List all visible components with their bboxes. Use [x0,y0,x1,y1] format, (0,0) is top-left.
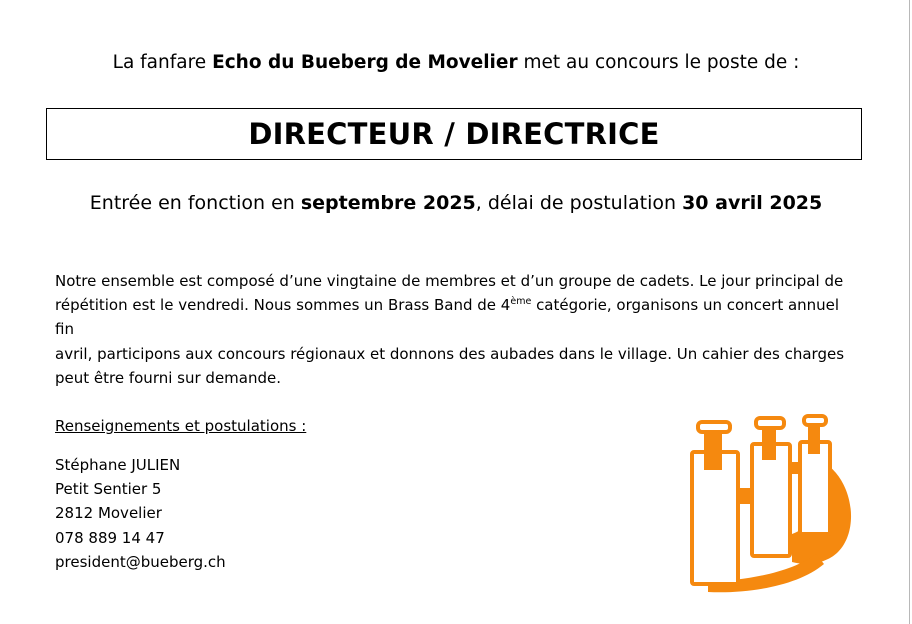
contact-block [55,453,226,574]
contact-city: 2812 Movelier [55,504,162,523]
dates-middle: , délai de postulation [475,192,683,214]
intro-suffix: met au concours le poste de : [517,52,800,73]
position-title-box [46,108,862,160]
deadline-date: 30 avril 2025 [682,192,823,214]
description-line-part: répétition est le vendredi. Nous sommes un Brass Band de 4 [55,296,511,315]
contact-phone: 078 889 14 47 [55,528,165,547]
description-line: avril, participons aux concours régionaux et donnons des aubades dans le village. Un cahier des charges [55,344,845,363]
dates-prefix: Entrée en fonction en [89,192,301,214]
contact-street: Petit Sentier 5 [55,480,162,499]
intro-line [0,52,912,73]
description-line [55,293,855,341]
brass-valves-logo-icon [688,414,858,594]
description-line-part: catégorie, organisons un concert annuel fin [55,296,840,339]
contact-heading: Renseignements et postulations : [55,417,307,435]
page-edge [909,0,910,624]
position-title: DIRECTEUR / DIRECTRICE [248,117,660,151]
description-paragraph [55,269,855,390]
band-name: Echo du Bueberg de Movelier [212,52,518,73]
start-date: septembre 2025 [300,192,476,214]
contact-email: president@bueberg.ch [55,552,226,571]
description-line: peut être fourni sur demande. [55,368,281,387]
contact-name: Stéphane JULIEN [55,456,181,474]
intro-prefix: La fanfare [112,52,213,73]
ordinal-superscript: ème [510,296,532,308]
dates-line [0,192,912,214]
description-line: Notre ensemble est composé d’une vingtaine de membres et d’un groupe de cadets. Le jour principal de [55,272,844,290]
